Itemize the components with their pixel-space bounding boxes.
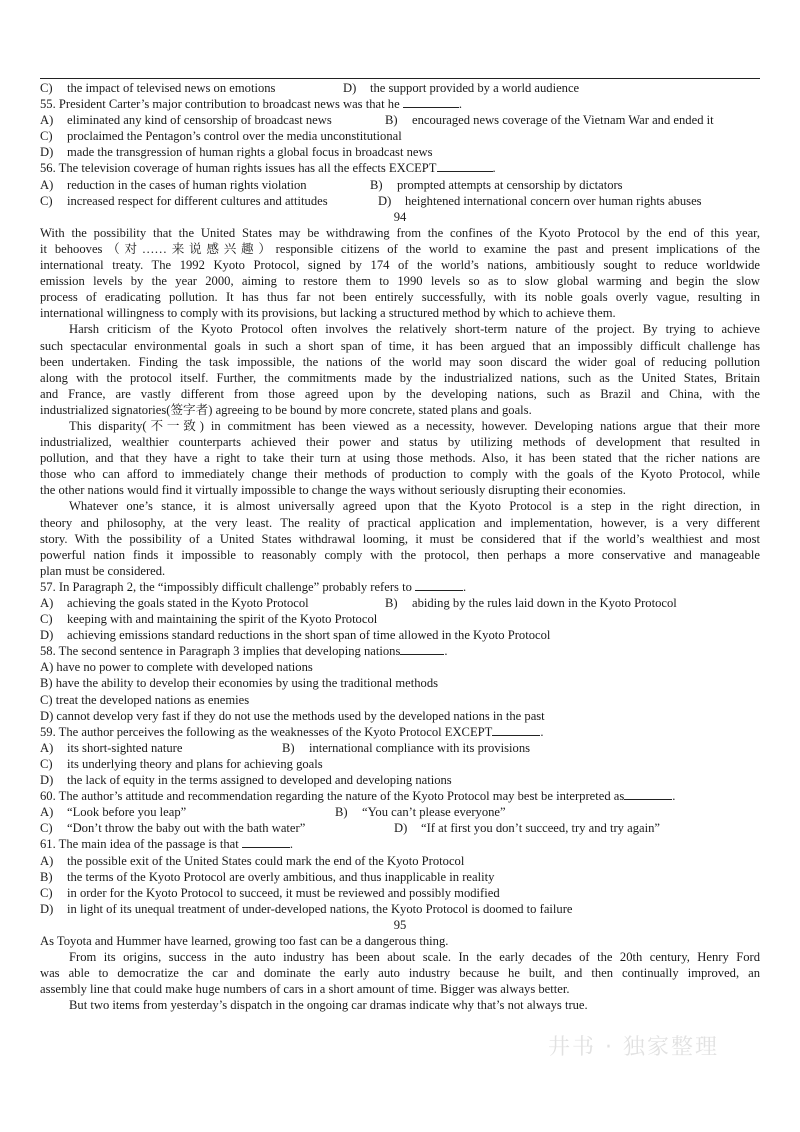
q54-option-d: the support provided by a world audience <box>370 81 580 95</box>
q59-option-d: D) the lack of equity in the terms assigned to developed and developing nations <box>40 773 452 788</box>
q59-options-ab: A) its short-sighted nature B) international compliance with its provisions <box>40 740 531 755</box>
q60-option-a: “Look before you leap” <box>67 805 187 820</box>
q60-option-c: “Don’t throw the baby out with the bath water” <box>67 821 306 836</box>
q55-stem: 55. President Carter’s major contribution to broadcast news was that he . <box>40 97 462 112</box>
q57-options-ab: A) achieving the goals stated in the Kyoto Protocol B) abiding by the rules laid down in the Kyoto Protocol <box>40 596 677 610</box>
q58-option-d: D) cannot develop very fast if they do not use the methods used by the developed nations in the past <box>40 708 545 723</box>
q59-option-b: international compliance with its provisions <box>309 740 531 755</box>
passage-number-94: 94 <box>393 209 407 224</box>
q57-option-a: achieving the goals stated in the Kyoto Protocol <box>67 596 309 610</box>
q57-option-c: C) keeping with and maintaining the spirit of the Kyoto Protocol <box>40 612 378 627</box>
q60-options-ab: A) “Look before you leap” B) “You can’t please everyone” <box>40 805 506 820</box>
q61-option-b: B) the terms of the Kyoto Protocol are overly ambitious, and thus inapplicable in reality <box>40 869 495 884</box>
q56-options-cd: C) increased respect for different cultures and attitudes D) heightened international concern over human rights abuses <box>40 193 702 208</box>
q55-option-c: C) proclaimed the Pentagon’s control over the media unconstitutional <box>40 129 402 144</box>
passage95-paragraph-3: But two items from yesterday’s dispatch in the ongoing car dramas indicate why that’s not always true. <box>69 998 588 1013</box>
passage-number-95: 95 <box>393 917 407 932</box>
q61-option-a: A) the possible exit of the United States could mark the end of the Kyoto Protocol <box>40 853 465 868</box>
q55-option-b: encouraged news coverage of the Vietnam War and ended it <box>412 113 714 128</box>
q60-option-d: “If at first you don’t succeed, try and try again” <box>421 821 660 836</box>
passage94-paragraph-3: This disparity(不一致) in commitment has been viewed as a necessity, however. Developing nations argue that their more industrialized, wealthier counterparts achieved their power and status by utilizing methods of development that resulted in pollution, and that they have a right to take their turn at using those methods. Also, it has been stated that the richer nations are those who can afford to immediately change their methods of production to comply with the goals of the Kyoto Protocol, while the other nations would find it virtually impossible to change the ways without seriously disrupting their economies. <box>40 418 760 498</box>
q55-option-d: D) made the transgression of human rights a global focus in broadcast news <box>40 145 433 160</box>
passage94-paragraph-4: Whatever one’s stance, it is almost universally agreed upon that the Kyoto Protocol is a step in the right direction, in theory and philosophy, at the very least. The reality of practical application and implementation, however, is a very different story. With the possibility of a United States withdrawal looming, it must be considered that if the world’s wealthiest and most powerful nation finds it impossible to reasonably comply with the protocol, then perhaps a more conservative and manageable plan must be considered. <box>40 499 760 578</box>
q59-stem: 59. The author perceives the following as the weaknesses of the Kyoto Protocol EXCEPT . <box>40 724 544 739</box>
top-rule <box>40 78 760 79</box>
q56-options-ab: A) reduction in the cases of human rights violation B) prompted attempts at censorship by dictators <box>40 177 623 192</box>
passage95-paragraph-2: From its origins, success in the auto industry has been about scale. In the early decades of the 20th century, Henry Ford was able to democratize the car and dominate the early auto industry because he built, and then continually improved, an assembly line that could make huge numbers of cars in a short amount of time. Bigger was always better. <box>40 950 760 997</box>
q57-stem: 57. In Paragraph 2, the “impossibly difficult challenge” probably refers to . <box>40 579 467 594</box>
q55-option-a: eliminated any kind of censorship of broadcast news <box>67 113 332 128</box>
q61-option-d: D) in light of its unequal treatment of under-developed nations, the Kyoto Protocol is doomed to failure <box>40 901 573 916</box>
q60-options-cd: C) “Don’t throw the baby out with the bath water” D) “If at first you don’t succeed, try and try again” <box>40 821 660 836</box>
q54-options-cd: C) the impact of televised news on emotions D) the support provided by a world audience <box>40 81 580 95</box>
passage94-paragraph-2: Harsh criticism of the Kyoto Protocol often involves the relatively short-term nature of the project. By trying to achieve such spectacular environmental goals in such a short span of time, it has been argued that an impossibly difficult challenge has been undertaken. Finding the task impossible, the nations of the world may soon discard the wider goal of reducing pollution along with the protocol itself. Further, the commitments made by the industrialized nations, such as the United States, Britain and France, are vastly different from those agreed upon by the developing nations, such as Brazil and China, with the industrialized signatories(签字者) agreeing to be bound by more concrete, stated plans and goals. <box>40 322 760 417</box>
q56-option-d: heightened international concern over human rights abuses <box>405 193 702 208</box>
q59-option-a: its short-sighted nature <box>67 740 183 755</box>
q60-option-b: “You can’t please everyone” <box>362 805 506 820</box>
document-page <box>40 78 760 1013</box>
q61-option-c: C) in order for the Kyoto Protocol to succeed, it must be reviewed and possibly modified <box>40 885 500 900</box>
q56-option-b: prompted attempts at censorship by dictators <box>397 177 623 192</box>
q59-option-c: C) its underlying theory and plans for achieving goals <box>40 756 323 771</box>
watermark: 井书 · 独家整理 <box>548 1035 719 1060</box>
q58-option-c: C) treat the developed nations as enemies <box>40 692 250 707</box>
q57-option-d: D) achieving emissions standard reductions in the short span of time allowed in the Kyoto Protocol <box>40 628 551 643</box>
q61-stem: 61. The main idea of the passage is that . <box>40 837 294 852</box>
q54-option-c: the impact of televised news on emotions <box>67 81 276 95</box>
q55-options-ab: A) eliminated any kind of censorship of broadcast news B) encouraged news coverage of the Vietnam War and ended it <box>40 113 714 128</box>
passage95-line-1: As Toyota and Hummer have learned, growing too fast can be a dangerous thing. <box>40 933 449 948</box>
q57-option-b: abiding by the rules laid down in the Kyoto Protocol <box>412 596 677 610</box>
q58-option-b: B) have the ability to develop their economies by using the traditional methods <box>40 676 439 691</box>
q58-option-a: A) have no power to complete with developed nations <box>40 660 313 675</box>
q56-stem: 56. The television coverage of human rights issues has all the effects EXCEPT . <box>40 161 496 176</box>
q58-stem: 58. The second sentence in Paragraph 3 implies that developing nations . <box>40 644 448 659</box>
q56-option-a: reduction in the cases of human rights violation <box>67 177 307 192</box>
passage94-paragraph-1: With the possibility that the United States may be withdrawing from the confines of the Kyoto Protocol by the end of this year, it behooves（对……来说感兴趣）responsible citizens of the world to examine the past and present implications of the international treaty. The 1992 Kyoto Protocol, signed by 174 of the world’s nations, ambitiously sought to reduce worldwide emission levels by the year 2000, aiming to restore them to 1990 levels so as to slow global warming and begin the slow process of eradicating pollution. It has thus far not been entirely successfully, with its noble goals overly vague, resulting in international willingness to comply with its provisions, but lacking a structured method by which to achieve them. <box>40 225 760 321</box>
q56-option-c: increased respect for different cultures and attitudes <box>67 193 328 208</box>
q60-stem: 60. The author’s attitude and recommendation regarding the nature of the Kyoto Protocol may best be interpreted as . <box>40 789 676 804</box>
